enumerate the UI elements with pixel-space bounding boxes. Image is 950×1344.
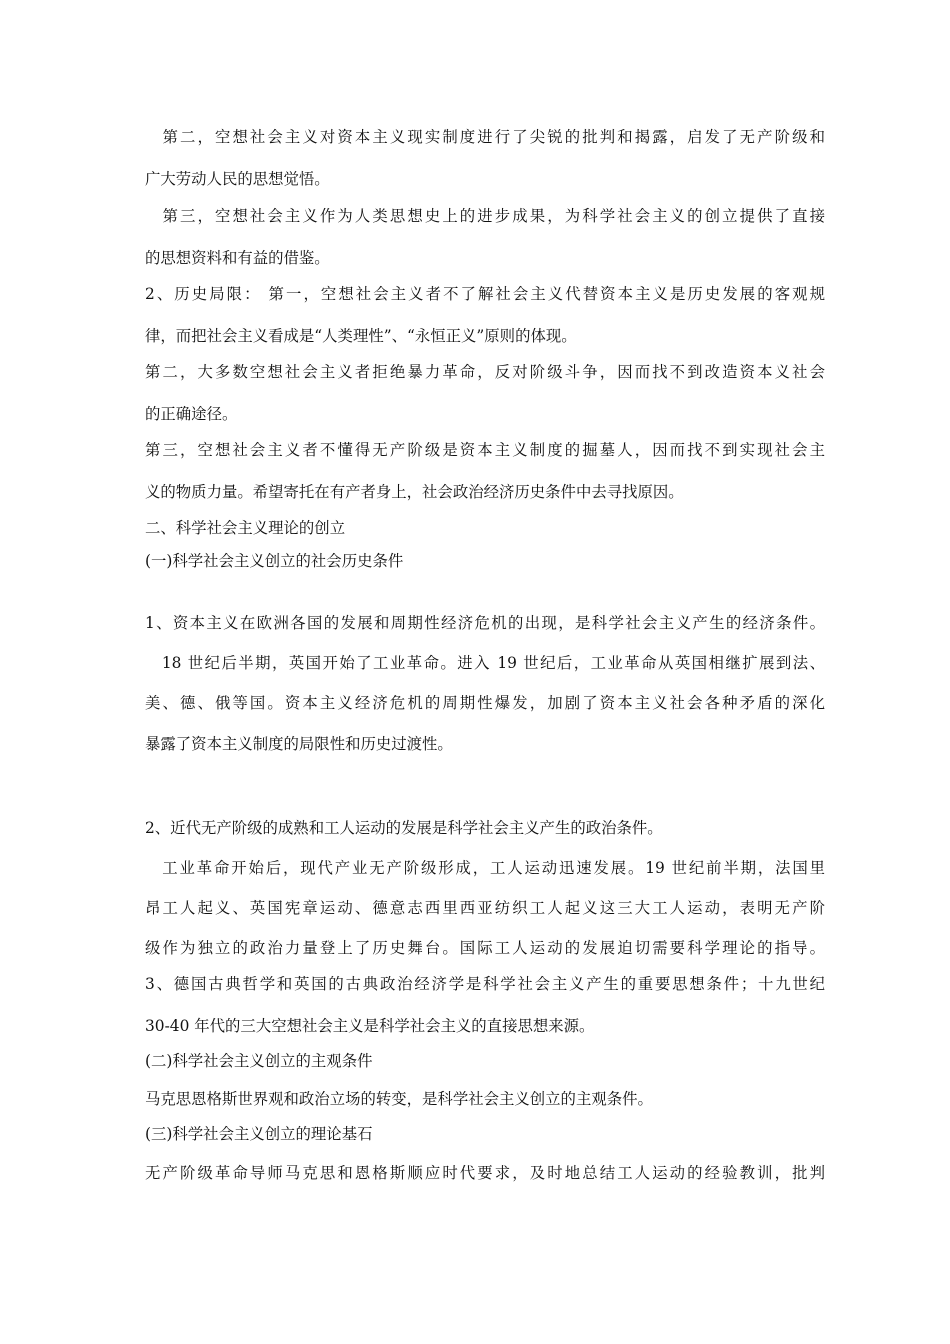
- paragraph-line: 昂工人起义、英国宪章运动、德意志西里西亚纺织工人起义这三大工人运动，表明无产阶: [145, 899, 825, 917]
- paragraph-line: 第三，空想社会主义者不懂得无产阶级是资本主义制度的掘墓人，因而找不到实现社会主: [145, 441, 825, 459]
- paragraph-line: 美、德、俄等国。资本主义经济危机的周期性爆发，加剧了资本主义社会各种矛盾的深化: [145, 694, 825, 712]
- paragraph-line: 2、历史局限： 第一，空想社会主义者不了解社会主义代替资本主义是历史发展的客观规: [145, 285, 825, 303]
- paragraph-line: 广大劳动人民的思想觉悟。: [145, 170, 330, 188]
- paragraph-line: 无产阶级革命导师马克思和恩格斯顺应时代要求，及时地总结工人运动的经验教训，批判: [145, 1164, 825, 1182]
- paragraph-line: 马克思恩格斯世界观和政治立场的转变，是科学社会主义创立的主观条件。: [145, 1090, 653, 1108]
- paragraph-line: 的正确途径。: [145, 405, 238, 423]
- paragraph-line: 律，而把社会主义看成是“人类理性”、“永恒正义”原则的体现。: [145, 327, 577, 345]
- paragraph-line: 3、德国古典哲学和英国的古典政治经济学是科学社会主义产生的重要思想条件；十九世纪: [145, 975, 825, 993]
- paragraph-line: 义的物质力量。希望寄托在有产者身上，社会政治经济历史条件中去寻找原因。: [145, 483, 684, 501]
- paragraph-line: 第三，空想社会主义作为人类思想史上的进步成果，为科学社会主义的创立提供了直接: [145, 207, 825, 225]
- subsection-heading: (二)科学社会主义创立的主观条件: [145, 1052, 373, 1070]
- paragraph-line: 的思想资料和有益的借鉴。: [145, 249, 330, 267]
- section-heading: 二、科学社会主义理论的创立: [145, 519, 346, 537]
- paragraph-line: 暴露了资本主义制度的局限性和历史过渡性。: [145, 735, 453, 753]
- paragraph-line: 30-40 年代的三大空想社会主义是科学社会主义的直接思想来源。: [145, 1017, 595, 1035]
- paragraph-line: 级作为独立的政治力量登上了历史舞台。国际工人运动的发展迫切需要科学理论的指导。: [145, 939, 825, 957]
- paragraph-line: 第二，大多数空想社会主义者拒绝暴力革命，反对阶级斗争，因而找不到改造资本义社会: [145, 363, 825, 381]
- subsection-heading: (一)科学社会主义创立的社会历史条件: [145, 552, 404, 570]
- subsection-heading: (三)科学社会主义创立的理论基石: [145, 1125, 373, 1143]
- paragraph-line: 2、近代无产阶级的成熟和工人运动的发展是科学社会主义产生的政治条件。: [145, 819, 663, 837]
- paragraph-line: 第二，空想社会主义对资本主义现实制度进行了尖锐的批判和揭露，启发了无产阶级和: [145, 128, 825, 146]
- paragraph-line: 工业革命开始后，现代产业无产阶级形成，工人运动迅速发展。19 世纪前半期，法国里: [145, 859, 825, 877]
- paragraph-line: 18 世纪后半期，英国开始了工业革命。进入 19 世纪后，工业革命从英国相继扩展到法、: [145, 654, 825, 672]
- paragraph-line: 1、资本主义在欧洲各国的发展和周期性经济危机的出现，是科学社会主义产生的经济条件。: [145, 614, 825, 632]
